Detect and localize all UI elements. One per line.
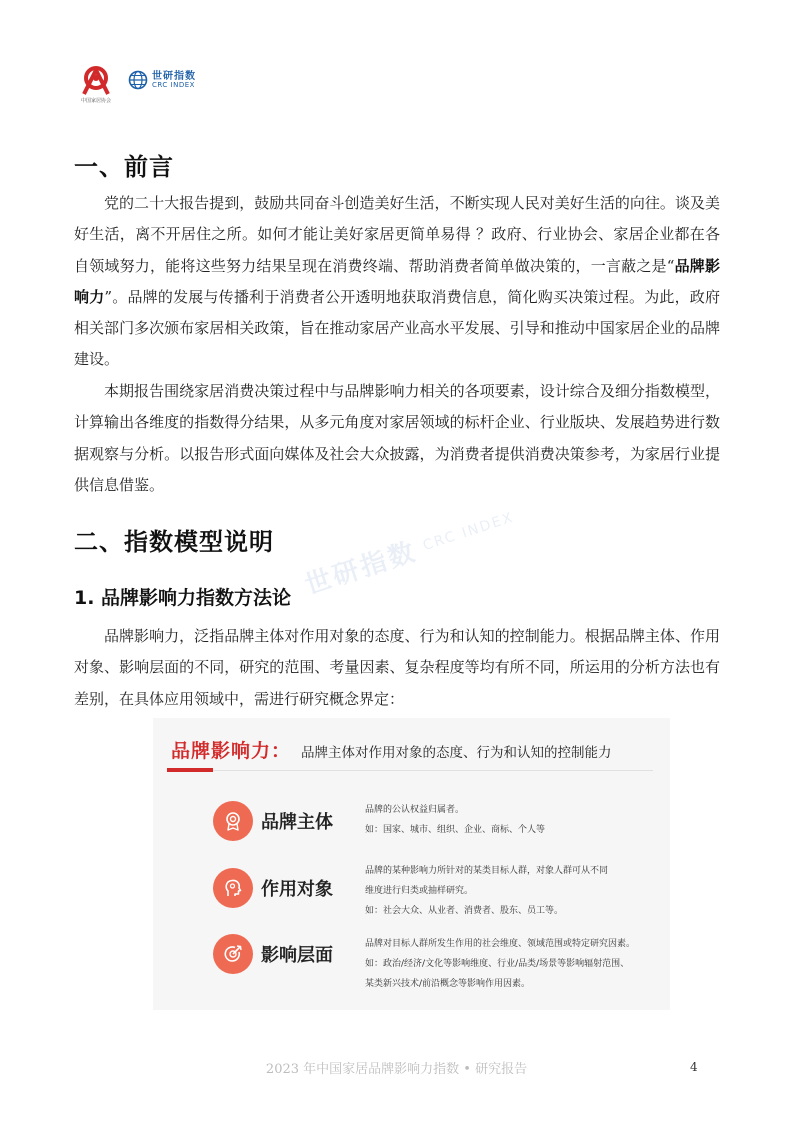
crc-logo-en: CRC INDEX bbox=[152, 80, 195, 89]
figure-accent-bar bbox=[167, 768, 213, 772]
row-desc-line: 品牌对目标人群所发生作用的社会维度、领域范围或特定研究因素。 bbox=[365, 939, 636, 949]
row-desc-line: 品牌的公认权益归属者。 bbox=[365, 805, 465, 815]
row-desc-line: 维度进行归类或抽样研究。 bbox=[365, 886, 474, 896]
globe-icon bbox=[128, 70, 148, 90]
row-desc-influence-level bbox=[365, 934, 665, 994]
brand-influence-figure bbox=[153, 718, 670, 1010]
row-desc-line: 如：国家、城市、组织、企业、商标、个人等 bbox=[365, 825, 546, 835]
preface-p1-text-a: 党的二十大报告提到，鼓励共同奋斗创造美好生活，不断实现人民对美好生活的向往。谈及美好生活，离不开居住之所。如何才能让美好家居更简单易得 ？政府、行业协会、家居企业都在各自领域努力，能将这些努力结果呈现在消费终端、帮助消费者简单做决策的，一言蔽之是“ bbox=[74, 194, 720, 275]
section-title-preface: 一、前言 bbox=[74, 153, 174, 181]
figure-header bbox=[171, 736, 612, 763]
crc-index-logo bbox=[128, 70, 196, 90]
header-logos bbox=[78, 64, 196, 104]
watermark bbox=[300, 499, 520, 602]
preface-paragraph-2: 本期报告围绕家居消费决策过程中与品牌影响力相关的各项要素，设计综合及细分指数模型，计算输出各维度的指数得分结果，从多元角度对家居领域的标杆企业、行业版块、发展趋势进行数据观察与分析。以报告形式面向媒体及社会大众披露，为消费者提供消费决策参考，为家居行业提供信息借鉴。 bbox=[74, 382, 720, 494]
figure-divider bbox=[213, 770, 653, 771]
page-number: 4 bbox=[690, 1060, 698, 1074]
figure-definition: 品牌主体对作用对象的态度、行为和认知的控制能力 bbox=[301, 745, 612, 761]
subsection-title-methodology: 1. 品牌影响力指数方法论 bbox=[74, 587, 292, 609]
watermark-cn: 世研指数 bbox=[301, 536, 422, 601]
figure-title: 品牌影响力： bbox=[171, 740, 292, 762]
preface-paragraph-1 bbox=[74, 188, 720, 376]
row-desc-brand-subject bbox=[365, 800, 665, 840]
head-icon bbox=[213, 868, 253, 908]
association-logo-icon bbox=[78, 64, 114, 96]
row-desc-line: 品牌的某种影响力所针对的某类目标人群，对象人群可从不同 bbox=[365, 866, 609, 876]
row-label-brand-subject: 品牌主体 bbox=[261, 812, 333, 833]
row-desc-line: 某类新兴技术/前沿概念等影响作用因素。 bbox=[365, 979, 531, 989]
row-label-target-object: 作用对象 bbox=[261, 879, 333, 900]
figure-row-brand-subject bbox=[213, 801, 355, 841]
association-logo bbox=[78, 64, 114, 104]
watermark-en: CRC INDEX bbox=[420, 509, 516, 554]
row-label-influence-level: 影响层面 bbox=[261, 945, 333, 966]
row-desc-line: 如：政治/经济/文化等影响维度、行业/品类/场景等影响辐射范围、 bbox=[365, 959, 630, 969]
row-desc-line: 如：社会大众、从业者、消费者、股东、员工等。 bbox=[365, 906, 564, 916]
preface-p1-text-b: ”。品牌的发展与传播利于消费者公开透明地获取消费信息，简化购买决策过程。为此，政府相关部门多次颁布家居相关政策，旨在推动家居产业高水平发展、引导和推动中国家居企业的品牌建设。 bbox=[74, 287, 720, 369]
footer-title: 2023 年中国家居品牌影响力指数 • 研究报告 bbox=[265, 1062, 528, 1077]
methodology-paragraph: 品牌影响力，泛指品牌主体对作用对象的态度、行为和认知的控制能力。根据品牌主体、作用对象、影响层面的不同，研究的范围、考量因素、复杂程度等均有所不同，所运用的分析方法也有差别，在具体应用领域中，需进行研究概念界定： bbox=[74, 627, 720, 708]
row-desc-target-object bbox=[365, 861, 665, 921]
association-logo-caption: 中国家居协会 bbox=[80, 98, 111, 104]
preface-p1-bold: 品牌影响力 bbox=[74, 256, 720, 306]
figure-row-target-object bbox=[213, 868, 355, 908]
figure-row-influence-level bbox=[213, 934, 355, 974]
target-icon bbox=[213, 934, 253, 974]
badge-icon bbox=[213, 801, 253, 841]
section-title-model: 二、指数模型说明 bbox=[74, 528, 274, 556]
crc-logo-cn: 世研指数 bbox=[152, 70, 196, 82]
